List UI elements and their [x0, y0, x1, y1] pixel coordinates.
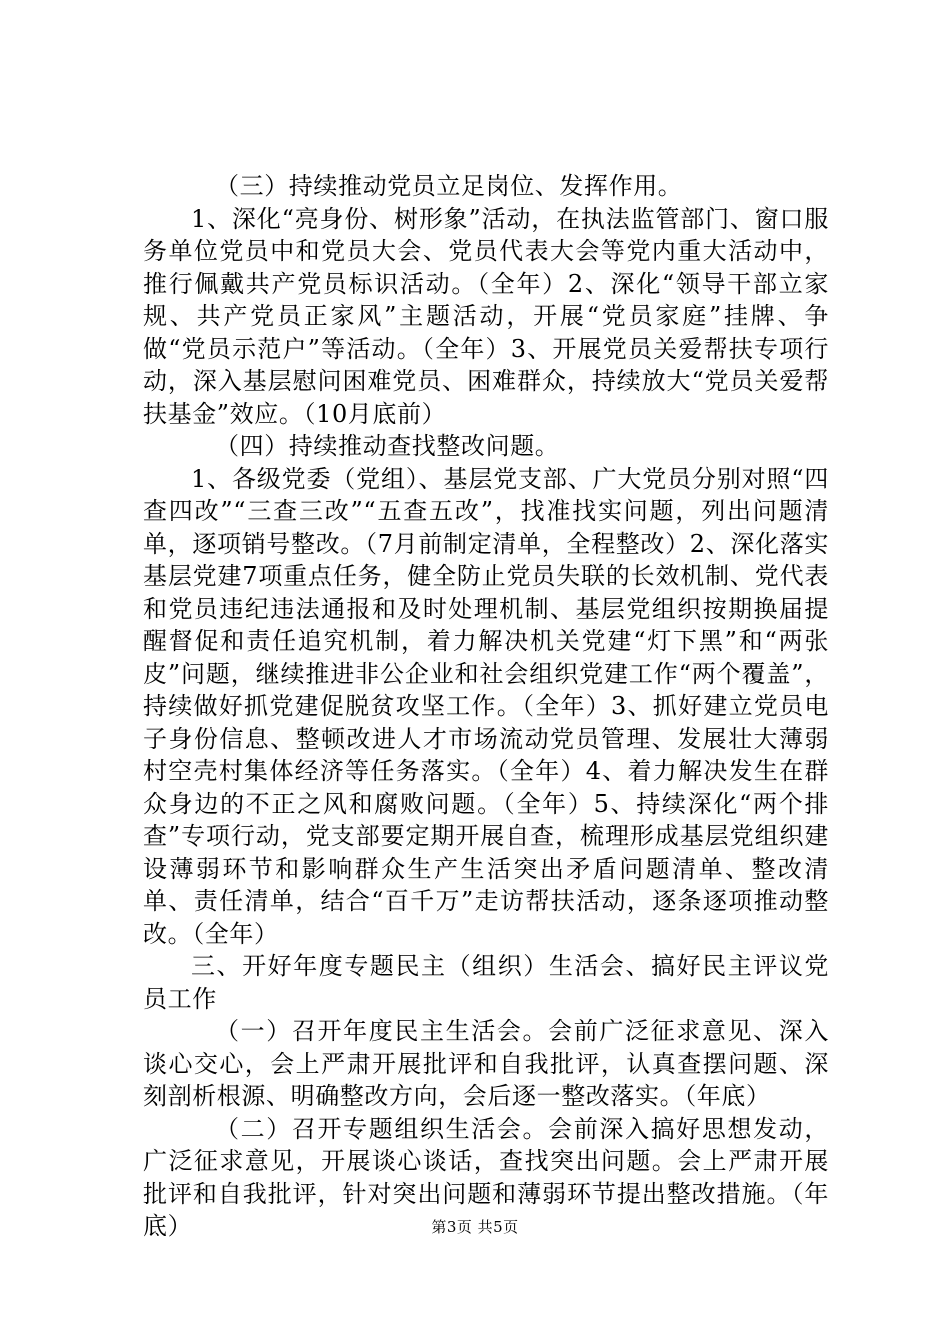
document-body [143, 170, 829, 1243]
chapter-heading: 三、开好年度专题民主（组织）生活会、搞好民主评议党员工作 [143, 952, 829, 1013]
section-heading-4: （四）持续推动查找整改问题。 [215, 432, 560, 460]
section-heading-3: （三）持续推动党员立足岗位、发挥作用。 [215, 172, 683, 200]
body-paragraph: （一）召开年度民主生活会。会前广泛征求意见、深入谈心交心，会上严肃开展批评和自我批评，认真查摆问题、深刻剖析根源、明确整改方向，会后逐一整改落实。（年底） [143, 1017, 829, 1110]
body-paragraph: 1、深化“亮身份、树形象”活动，在执法监管部门、窗口服务单位党员中和党员大会、党员代表大会等党内重大活动中，推行佩戴共产党员标识活动。（全年）2、深化“领导干部立家规、共产党员正家风”主题活动，开展“党员家庭”挂牌、争做“党员示范户”等活动。（全年）3、开展党员关爱帮扶专项行动，深入基层慰问困难党员、困难群众，持续放大“党员关爱帮扶基金”效应。（10月底前） [143, 204, 829, 428]
page-number-footer: 第3页 共5页 [431, 1218, 519, 1236]
body-paragraph: （二）召开专题组织生活会。会前深入搞好思想发动，广泛征求意见，开展谈心谈话，查找突出问题。会上严肃开展批评和自我批评，针对突出问题和薄弱环节提出整改措施。（年底） [143, 1114, 829, 1240]
body-paragraph: 1、各级党委（党组）、基层党支部、广大党员分别对照“四查四改”“三查三改”“五查五改”，找准找实问题，列出问题清单，逐项销号整改。（7月前制定清单，全程整改）2、深化落实基层党建7项重点任务，健全防止党员失联的长效机制、党代表和党员违纪违法通报和及时处理机制、基层党组织按期换届提醒督促和责任追究机制，着力解决机关党建“灯下黑”和“两张皮”问题，继续推进非公企业和社会组织党建工作“两个覆盖”，持续做好抓党建促脱贫攻坚工作。（全年）3、抓好建立党员电子身份信息、整顿改进人才市场流动党员管理、发展壮大薄弱村空壳村集体经济等任务落实。（全年）4、着力解决发生在群众身边的不正之风和腐败问题。（全年）5、持续深化“两个排查”专项行动，党支部要定期开展自查，梳理形成基层党组织建设薄弱环节和影响群众生产生活突出矛盾问题清单、整改清单、责任清单，结合“百千万”走访帮扶活动，逐条逐项推动整改。（全年） [143, 464, 829, 948]
